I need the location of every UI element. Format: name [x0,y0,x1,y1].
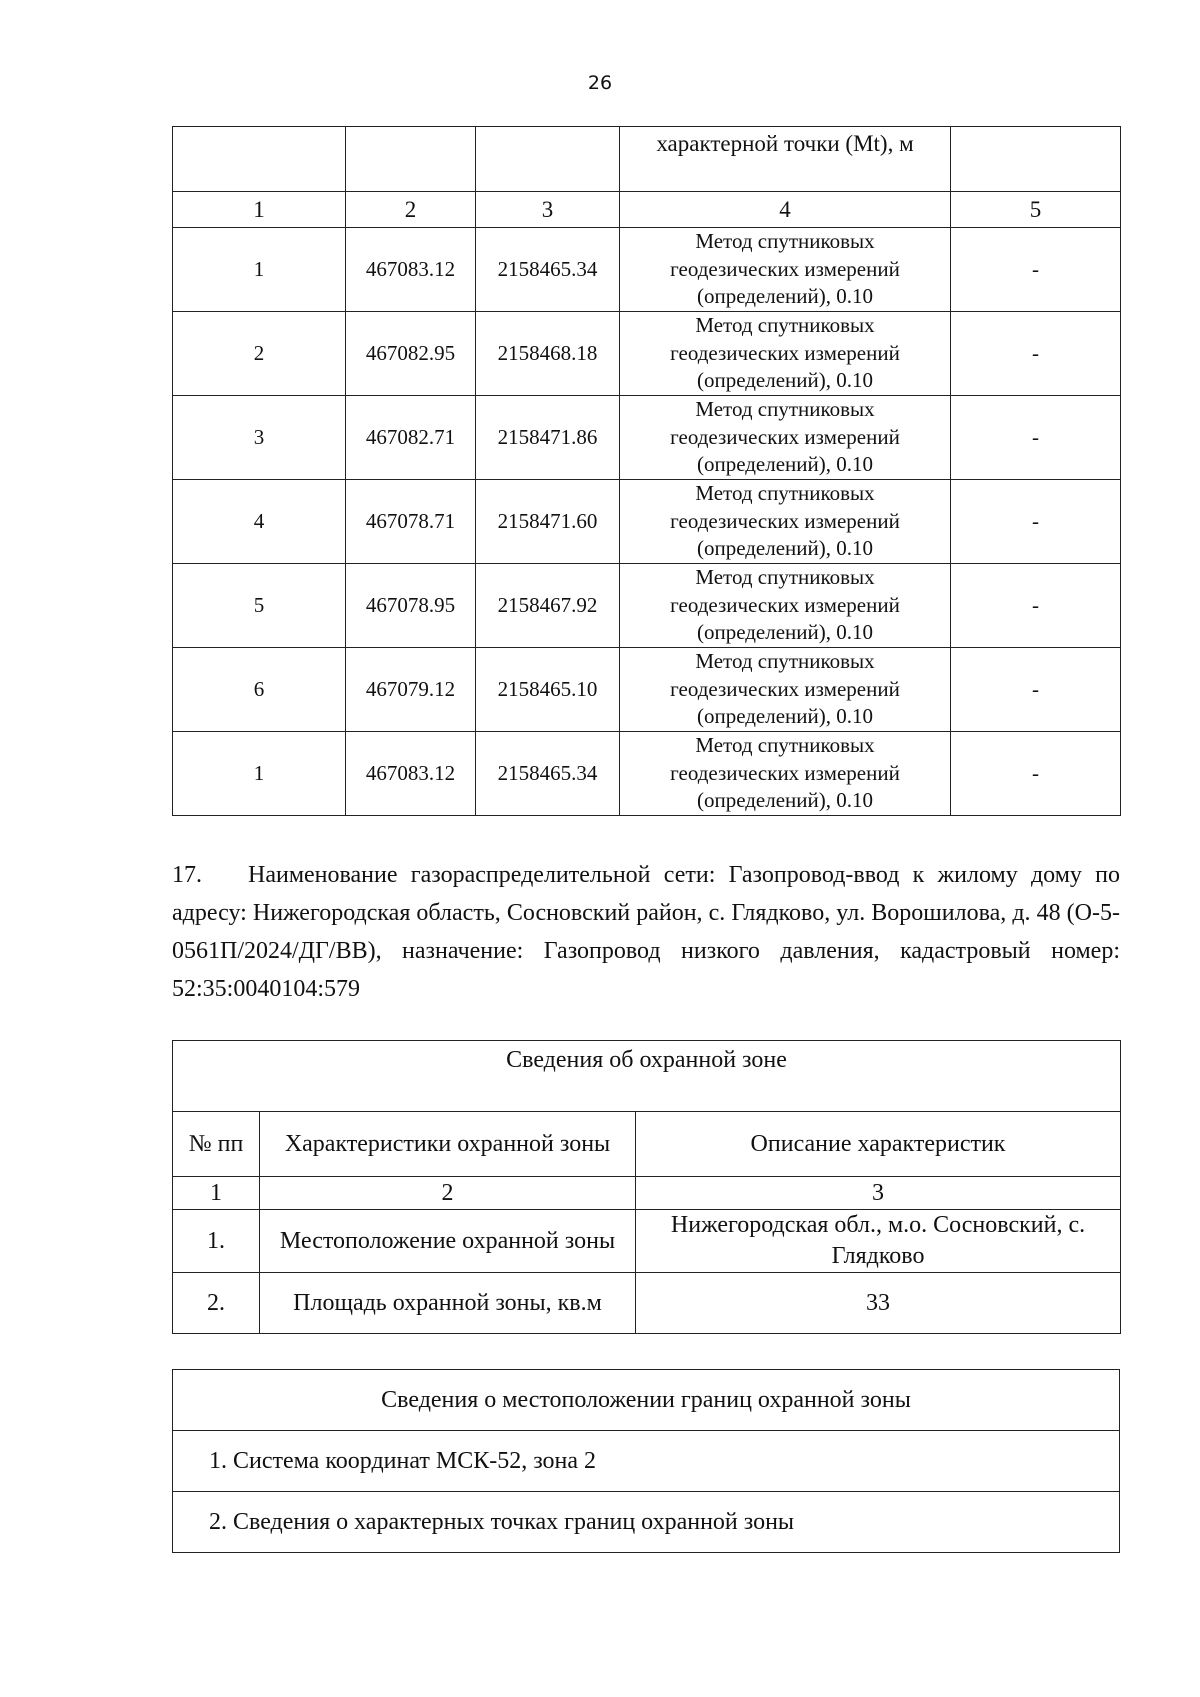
x-coordinate: 467083.12 [346,732,476,816]
point-number: 6 [173,648,346,732]
method-line: (определений), 0.10 [696,284,874,309]
coordinate-system-item: 1. Система координат МСК-52, зона 2 [173,1431,1120,1492]
method-line: Метод спутниковых [695,313,875,338]
column-number: 1 [173,192,346,228]
table-title-row [173,1370,1120,1431]
method-line: Метод спутниковых [695,397,875,422]
row-number: 1. [173,1210,260,1273]
table-row [173,648,1121,732]
header-cell [951,127,1121,192]
note-cell: - [951,480,1121,564]
table-row [173,396,1121,480]
method-line: геодезических измерений [670,424,900,449]
table-title-row [173,1041,1121,1112]
column-number-row [173,1177,1121,1210]
description-cell: 33 [636,1273,1121,1334]
boundary-table-title: Сведения о местоположении границ охранной зоны [173,1370,1120,1431]
zone-table-title: Сведения об охранной зоне [173,1041,1121,1112]
table-row [173,480,1121,564]
boundary-info-table [172,1369,1120,1553]
table-header-row [173,1112,1121,1177]
point-number: 2 [173,312,346,396]
section-paragraph [172,856,1120,1008]
table-row [173,564,1121,648]
point-number: 5 [173,564,346,648]
method-cell [620,480,951,564]
header-cell [476,127,620,192]
table-row [173,312,1121,396]
method-line: (определений), 0.10 [696,704,874,729]
point-number: 1 [173,732,346,816]
column-number: 2 [260,1177,636,1210]
x-coordinate: 467083.12 [346,228,476,312]
method-line: геодезических измерений [670,592,900,617]
note-cell: - [951,732,1121,816]
method-line: геодезических измерений [670,508,900,533]
method-line: (определений), 0.10 [696,368,874,393]
column-number: 1 [173,1177,260,1210]
description-cell: Нижегородская обл., м.о. Сосновский, с. Глядково [636,1210,1121,1273]
y-coordinate: 2158465.34 [476,228,620,312]
y-coordinate: 2158467.92 [476,564,620,648]
method-cell [620,396,951,480]
method-cell [620,228,951,312]
column-number: 3 [636,1177,1121,1210]
row-number: 2. [173,1273,260,1334]
method-line: геодезических измерений [670,676,900,701]
method-line: Метод спутниковых [695,565,875,590]
y-coordinate: 2158471.60 [476,480,620,564]
header-cell-description: Описание характеристик [636,1112,1121,1177]
table-header-row [173,127,1121,192]
characteristic-cell: Местоположение охранной зоны [260,1210,636,1273]
y-coordinate: 2158465.10 [476,648,620,732]
method-line: (определений), 0.10 [696,620,874,645]
column-number: 3 [476,192,620,228]
column-number: 2 [346,192,476,228]
table-row [173,1273,1121,1334]
header-cell [346,127,476,192]
table-row [173,1431,1120,1492]
method-line: геодезических измерений [670,760,900,785]
x-coordinate: 467078.95 [346,564,476,648]
table-row [173,1492,1120,1553]
protection-zone-table [172,1040,1121,1334]
note-cell: - [951,564,1121,648]
x-coordinate: 467079.12 [346,648,476,732]
x-coordinate: 467082.95 [346,312,476,396]
note-cell: - [951,648,1121,732]
point-number: 1 [173,228,346,312]
method-cell [620,564,951,648]
method-line: геодезических измерений [670,340,900,365]
header-cell-number: № пп [173,1112,260,1177]
section-text: Наименование газораспределительной сети: Газопровод-ввод к жилому дому по адресу: Нижегородская область, Сосновский район, с. Глядково, ул. Ворошилова, д. 48 (О-5-0561П/2024/ДГ/ВВ), назначение: Газопровод низкого давления, кадастровый номер: 52:35:0040104:579 [172,862,1120,1002]
method-cell [620,648,951,732]
method-line: (определений), 0.10 [696,788,874,813]
method-cell [620,312,951,396]
header-cell-accuracy: характерной точки (Mt), м [620,127,951,192]
column-number: 4 [620,192,951,228]
method-line: Метод спутниковых [695,481,875,506]
header-cell-characteristic: Характеристики охранной зоны [260,1112,636,1177]
note-cell: - [951,312,1121,396]
column-number-row [173,192,1121,228]
note-cell: - [951,396,1121,480]
y-coordinate: 2158465.34 [476,732,620,816]
method-line: геодезических измерений [670,256,900,281]
method-line: Метод спутниковых [695,229,875,254]
y-coordinate: 2158471.86 [476,396,620,480]
table-row [173,228,1121,312]
table-row [173,1210,1121,1273]
header-cell [173,127,346,192]
point-number: 4 [173,480,346,564]
coordinates-table [172,126,1121,816]
characteristic-cell: Площадь охранной зоны, кв.м [260,1273,636,1334]
note-cell: - [951,228,1121,312]
method-cell [620,732,951,816]
method-line: Метод спутниковых [695,649,875,674]
column-number: 5 [951,192,1121,228]
x-coordinate: 467078.71 [346,480,476,564]
y-coordinate: 2158468.18 [476,312,620,396]
table-row [173,732,1121,816]
section-number: 17. [172,862,202,888]
page-number: 26 [587,72,613,94]
point-number: 3 [173,396,346,480]
method-line: Метод спутниковых [695,733,875,758]
x-coordinate: 467082.71 [346,396,476,480]
method-line: (определений), 0.10 [696,536,874,561]
boundary-points-item: 2. Сведения о характерных точках границ охранной зоны [173,1492,1120,1553]
method-line: (определений), 0.10 [696,452,874,477]
